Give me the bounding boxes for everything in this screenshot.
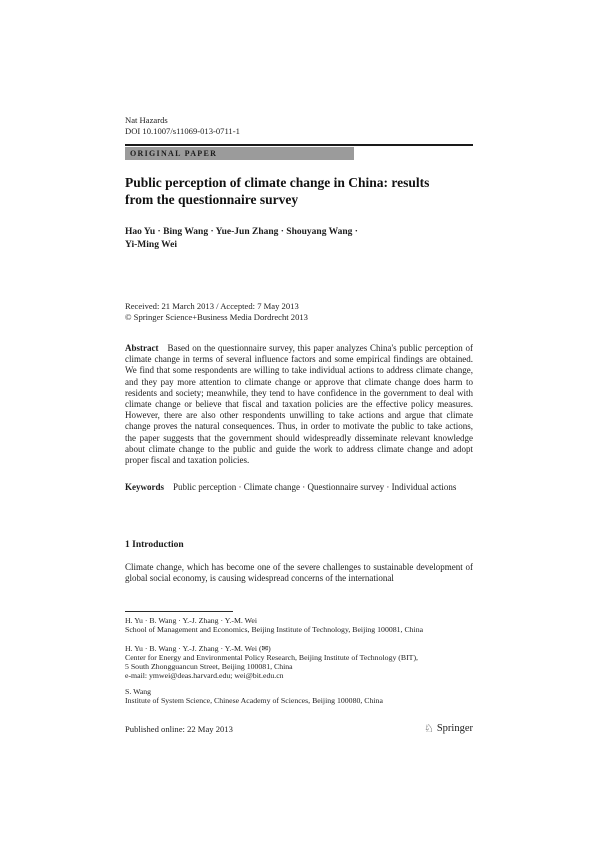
abstract-text: Based on the questionnaire survey, this paper analyzes China's public perception of climate change in terms of several influence factors and some empirical findings are obtained. We find that some respondents are willing to take individual actions to address climate change, and they pay more attention to climate change or approve that climate change does harm to residents and society; meanwhile, they tend to have confidence in the government to deal with climate change or believe that fiscal and taxation policies are the effective policy measures. However, there are also other respondents unwilling to take actions and argue that climate change proves the natural consequences. Thus, in order to motivate the public to take actions, the paper suggests that the government should widespreadly disseminate relevant knowledge about climate change to the public and guide the work to address climate change and adopt proper fiscal and taxation policies. <box>125 343 473 466</box>
article-type-bar <box>125 147 354 160</box>
section-heading-introduction: 1 Introduction <box>125 540 184 550</box>
journal-header <box>125 115 473 137</box>
footnote-line: School of Management and Economics, Beijing Institute of Technology, Beijing 100081, China <box>125 625 424 634</box>
footnote-line: Institute of System Science, Chinese Academy of Sciences, Beijing 100080, China <box>125 696 383 705</box>
footnote-line: S. Wang <box>125 687 152 696</box>
footnote-email-line: e-mail: ymwei@deas.harvard.edu; wei@bit.edu.cn <box>125 671 284 680</box>
author-line-1: Hao Yu · Bing Wang · Yue-Jun Zhang · Shouyang Wang · <box>125 227 358 237</box>
journal-name: Nat Hazards <box>125 115 168 125</box>
keywords <box>125 482 473 493</box>
article-title-line-2: from the questionnaire survey <box>125 191 299 207</box>
affiliation-footnote-3 <box>125 687 473 705</box>
author-line-2: Yi-Ming Wei <box>125 240 177 250</box>
abstract <box>125 343 473 466</box>
article-title-line-1: Public perception of climate change in China: results <box>125 175 430 190</box>
springer-horse-icon: ♘ <box>423 722 434 735</box>
received-accepted-dates: Received: 21 March 2013 / Accepted: 7 May 2013 <box>125 301 299 311</box>
affiliation-footnote-1 <box>125 616 473 634</box>
footnote-line: 5 South Zhongguancun Street, Beijing 100081, China <box>125 662 293 671</box>
affiliation-footnote-2 <box>125 644 473 680</box>
footnote-line: H. Yu · B. Wang · Y.-J. Zhang · Y.-M. Wei (✉) <box>125 644 271 653</box>
journal-doi: DOI 10.1007/s11069-013-0711-1 <box>125 126 240 136</box>
article-history <box>125 301 473 322</box>
introduction-paragraph: Climate change, which has become one of the severe challenges to sustainable development of global social economy, is causing widespread concerns of the international <box>125 562 473 584</box>
footnote-line: Center for Energy and Environmental Policy Research, Beijing Institute of Technology (BIT), <box>125 653 418 662</box>
published-online-date: Published online: 22 May 2013 <box>125 723 233 734</box>
springer-logo <box>424 723 473 734</box>
article-title <box>125 175 473 208</box>
page-footer <box>125 723 473 734</box>
author-list <box>125 226 473 252</box>
footnote-rule <box>125 611 233 612</box>
abstract-label: Abstract <box>125 343 159 353</box>
springer-logo-text: Springer <box>436 723 473 734</box>
keywords-label: Keywords <box>125 482 164 492</box>
copyright-line: © Springer Science+Business Media Dordrecht 2013 <box>125 311 308 322</box>
article-type-label: ORIGINAL PAPER <box>130 148 218 158</box>
footnote-line: H. Yu · B. Wang · Y.-J. Zhang · Y.-M. Wei <box>125 616 258 625</box>
keywords-text: Public perception · Climate change · Questionnaire survey · Individual actions <box>173 482 457 492</box>
